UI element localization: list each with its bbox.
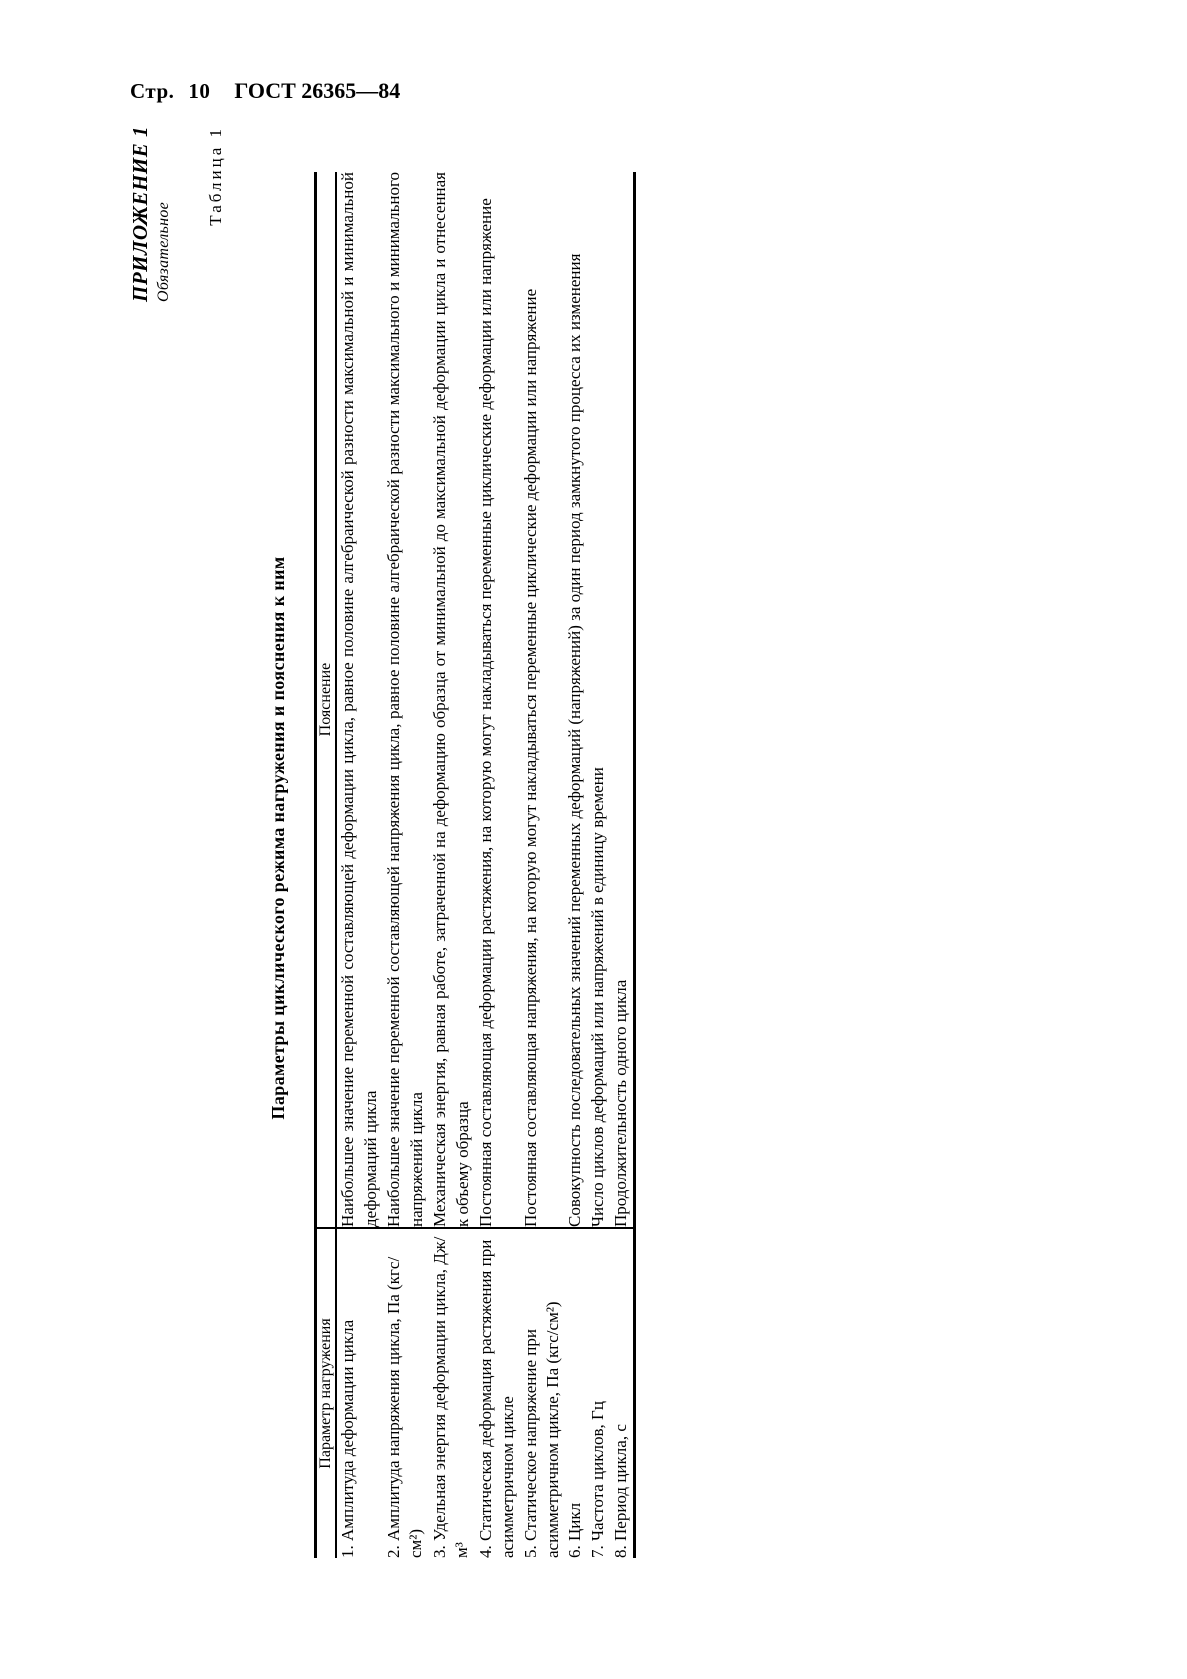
page-number: 10 (188, 79, 211, 103)
cell-parameter: 6. Цикл (565, 1502, 585, 1558)
cell-parameter: 2. Амплитуда напряжения цикла, Па (кгс/см²) (383, 1256, 426, 1558)
page-header (130, 78, 400, 104)
cell-explanation: Наибольшее значение переменной составляющей напряжения цикла, равное половине алгебраической разности максимального и минимального напряжений цикла (383, 172, 429, 1228)
table-row (383, 172, 429, 1558)
appendix-subtitle: Обязательное (155, 201, 172, 302)
table-label: Таблица 1 (206, 126, 225, 226)
cell-explanation: Постоянная составляющая деформации растяжения, на которую могут накладываться переменные циклические деформации или напряжение (475, 172, 520, 1228)
cell-explanation: Продолжительность одного цикла (610, 172, 634, 1228)
parameters-table (314, 172, 636, 1558)
table-header-row (316, 172, 337, 1558)
cell-explanation: Наибольшее значение переменной составляющей деформации цикла, равное половине алгебраической разности максимальной и минимальной деформаций цикла (336, 172, 383, 1228)
column-header-parameter: Параметр нагружения (316, 1228, 337, 1558)
cell-explanation: Механическая энергия, равная работе, затраченной на деформацию образца от минимальной до максимальной деформации цикла и отнесенная к объему образца (429, 172, 475, 1228)
appendix-heading (128, 126, 173, 302)
table-row (587, 172, 610, 1558)
cell-parameter: 8. Период цикла, с (610, 1228, 634, 1558)
table-row (475, 172, 520, 1558)
cell-explanation: Постоянная составляющая напряжения, на которую могут накладываться переменные циклические деформации или напряжение (520, 172, 565, 1228)
cell-parameter: 4. Статическая деформация растяжения при асимметричном цикле (475, 1239, 518, 1558)
table-row (520, 172, 565, 1558)
cell-parameter: 7. Частота циклов, Гц (588, 1401, 608, 1558)
cell-explanation: Число циклов деформаций или напряжений в единицу времени (587, 172, 610, 1228)
appendix-title: ПРИЛОЖЕНИЕ 1 (128, 126, 152, 302)
rotated-page-body (118, 118, 1018, 1558)
table-row (564, 172, 587, 1558)
cell-parameter: 1. Амплитуда деформации цикла (336, 1228, 383, 1558)
cell-explanation: Совокупность последовательных значений переменных деформаций (напряжений) за один период замкнутого процесса их изменения (564, 172, 587, 1228)
cell-parameter: 3. Удельная энергия деформации цикла, Дж/м³ (429, 1236, 472, 1558)
table-row (336, 172, 383, 1558)
standard-number: ГОСТ 26365—84 (234, 78, 401, 103)
column-header-explanation: Пояснение (316, 172, 337, 1228)
table-row (610, 172, 634, 1558)
page-label: Стр. (130, 79, 175, 103)
table-caption: Параметры циклического режима нагружения и пояснения к ним (268, 556, 288, 1120)
cell-parameter: 5. Статическое напряжение при асимметричном цикле, Па (кгс/см²) (520, 1301, 562, 1558)
rotated-stage (118, 118, 1018, 1558)
table-row (429, 172, 475, 1558)
